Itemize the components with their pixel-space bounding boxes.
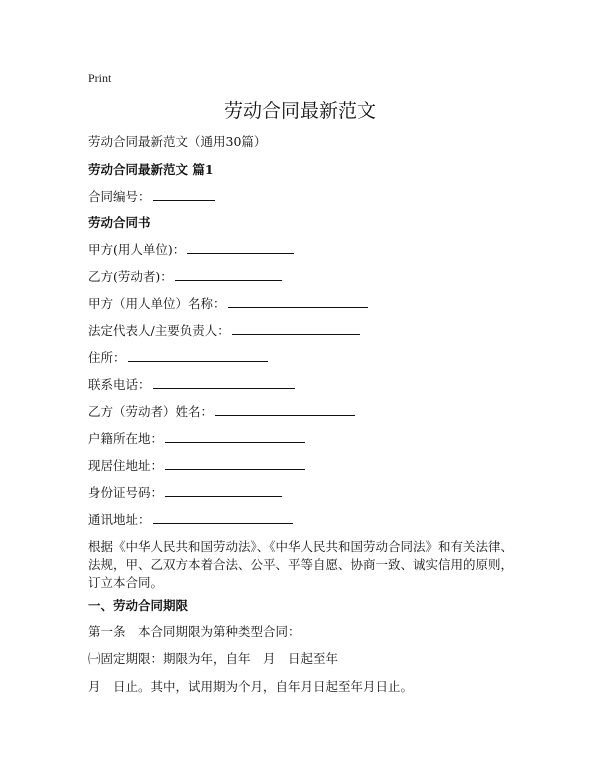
field-label: 乙方（劳动者）姓名：: [88, 404, 214, 419]
field-label: 联系电话：: [88, 377, 151, 392]
field-blank: [128, 350, 268, 362]
document-subtitle: 劳动合同最新范文（通用30篇）: [88, 134, 267, 149]
field-blank: [165, 485, 282, 497]
field-blank: [175, 269, 282, 281]
field-label: 身份证号码：: [88, 485, 164, 500]
field-blank: [187, 242, 294, 254]
contract-number-label: 合同编号：: [88, 189, 151, 204]
field-row: [88, 512, 293, 528]
field-row: [88, 485, 282, 501]
field-blank: [228, 296, 368, 308]
field-row: [88, 377, 295, 393]
field-label: 甲方(用人单位)：: [88, 242, 186, 257]
clause-heading: 一、劳动合同期限: [88, 598, 189, 613]
field-label: 甲方（用人单位）名称：: [88, 296, 226, 311]
field-row: [88, 323, 360, 339]
intro-paragraph: 根据《中华人民共和国劳动法》、《中华人民共和国劳动合同法》和有关法律、法规，甲、乙双方本着合法、公平、平等自愿、协商一致、诚实信用的原则，订立本合同。: [88, 539, 514, 590]
field-label: 通讯地址：: [88, 512, 151, 527]
document-title: 劳动合同最新范文: [223, 100, 376, 122]
field-label: 乙方(劳动者)：: [88, 269, 173, 284]
field-row: [88, 296, 368, 312]
field-label: 户籍所在地：: [88, 431, 164, 446]
fixed-term-continuation: 月 日止。其中，试用期为个月，自年月日起至年月日止。: [88, 679, 414, 694]
field-row: [88, 350, 268, 366]
field-label: 现居住地址：: [88, 458, 164, 473]
field-label: 法定代表人/主要负责人：: [88, 323, 230, 338]
field-blank: [165, 431, 305, 443]
contract-book-title: 劳动合同书: [88, 215, 151, 230]
contract-number-blank: [153, 189, 215, 201]
section-heading: 劳动合同最新范文 篇1: [88, 162, 214, 177]
fixed-term-line: ㈠固定期限：期限为年，自年 月 日起至年: [88, 651, 339, 666]
contract-number-row: [88, 189, 215, 205]
article-1: 第一条 本合同期限为第种类型合同：: [88, 624, 301, 639]
field-blank: [232, 323, 360, 335]
field-row: [88, 458, 305, 474]
field-blank: [153, 377, 295, 389]
field-row: [88, 269, 282, 285]
field-blank: [165, 458, 305, 470]
field-row: [88, 404, 355, 420]
field-row: [88, 431, 305, 447]
field-row: [88, 242, 294, 258]
field-blank: [215, 404, 355, 416]
print-label: Print: [88, 71, 112, 85]
field-label: 住所：: [88, 350, 126, 365]
field-blank: [153, 512, 293, 524]
